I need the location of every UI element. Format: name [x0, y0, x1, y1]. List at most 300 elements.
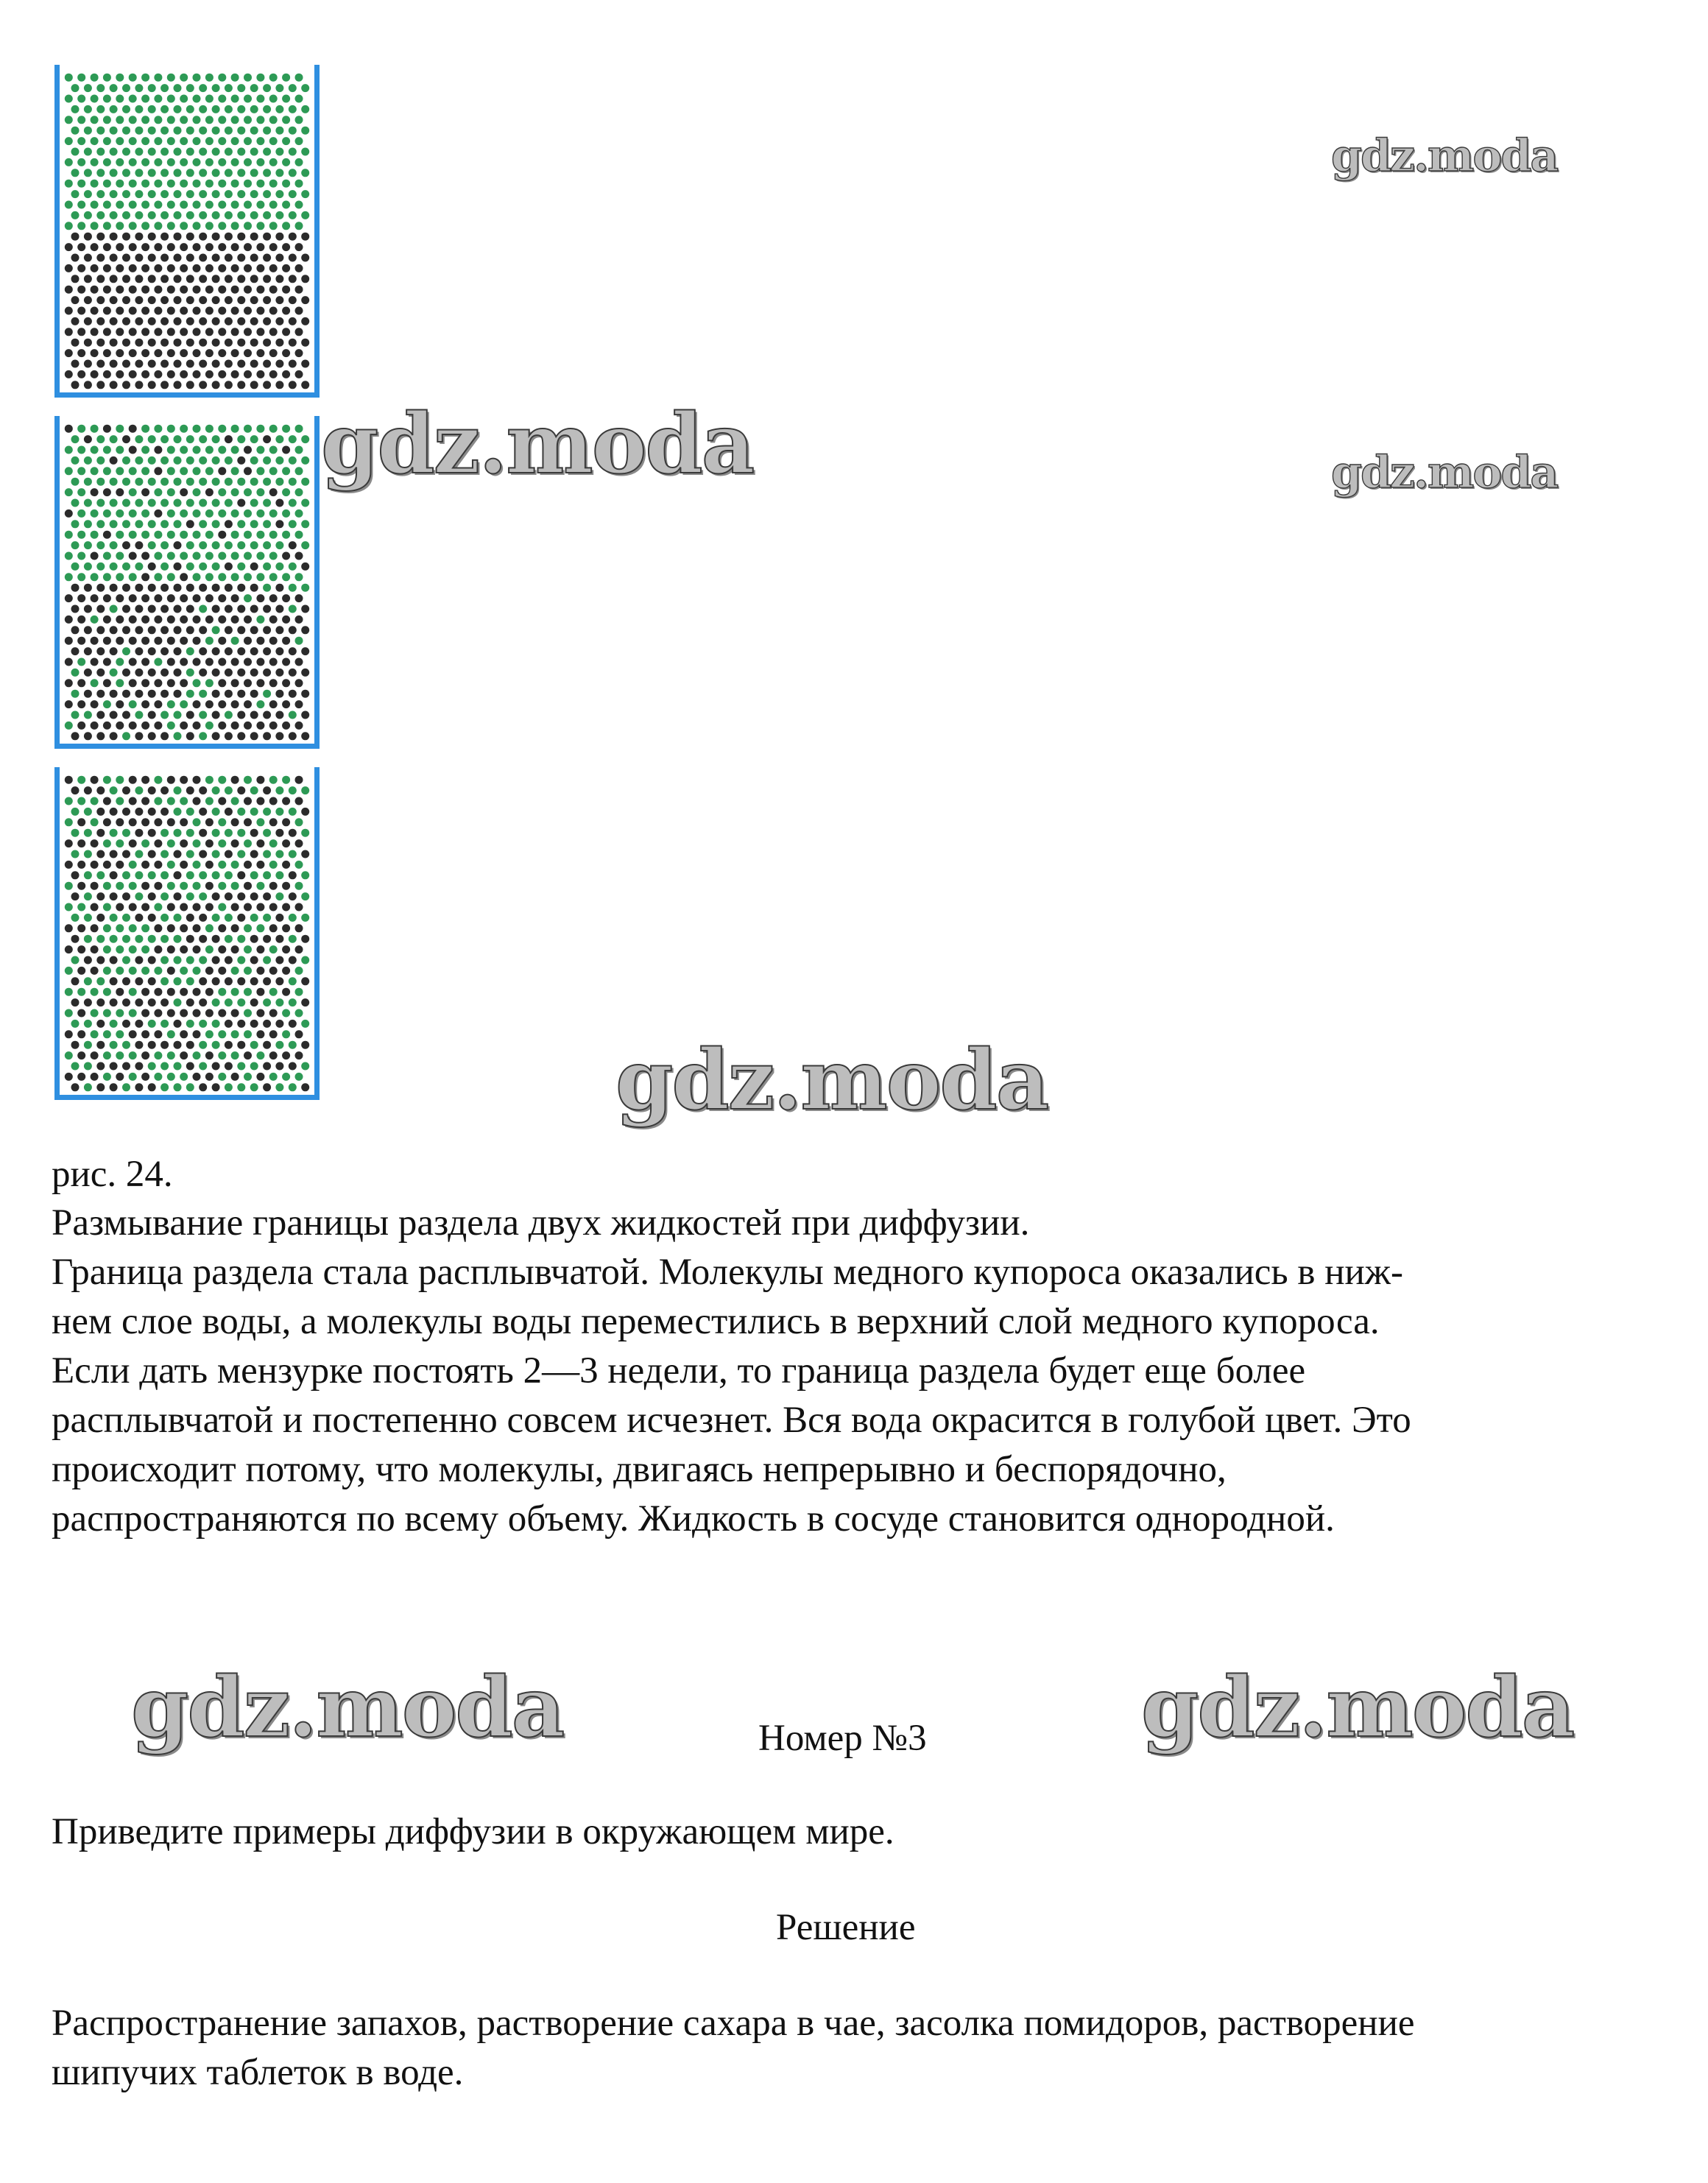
water-molecule: [231, 286, 239, 294]
water-molecule: [122, 605, 130, 613]
water-molecule: [237, 892, 245, 900]
copper-sulfate-molecule: [148, 541, 156, 549]
beaker-stage-3: [54, 767, 320, 1100]
water-molecule: [256, 776, 264, 784]
copper-sulfate-molecule: [212, 435, 220, 443]
copper-sulfate-molecule: [186, 478, 194, 486]
water-molecule: [148, 914, 156, 922]
water-molecule: [275, 914, 283, 922]
water-molecule: [180, 1030, 188, 1038]
water-molecule: [135, 732, 143, 740]
water-molecule: [237, 914, 245, 922]
copper-sulfate-molecule: [141, 222, 149, 230]
water-molecule: [154, 861, 162, 869]
water-molecule: [148, 711, 156, 719]
copper-sulfate-molecule: [154, 552, 162, 560]
copper-sulfate-molecule: [263, 520, 271, 528]
water-molecule: [110, 254, 118, 262]
water-molecule: [141, 243, 149, 251]
copper-sulfate-molecule: [193, 509, 201, 518]
water-molecule: [263, 1062, 271, 1071]
copper-sulfate-molecule: [186, 435, 194, 443]
water-molecule: [91, 658, 99, 666]
water-molecule: [180, 945, 188, 953]
water-molecule: [110, 233, 118, 241]
copper-sulfate-molecule: [199, 127, 207, 135]
water-molecule: [71, 892, 80, 900]
water-molecule: [225, 520, 233, 528]
copper-sulfate-molecule: [295, 509, 303, 518]
water-molecule: [205, 839, 214, 847]
copper-sulfate-molecule: [218, 1051, 226, 1059]
water-molecule: [282, 1051, 290, 1059]
water-molecule: [301, 1083, 309, 1091]
copper-sulfate-molecule: [148, 84, 156, 92]
copper-sulfate-molecule: [91, 797, 99, 805]
copper-sulfate-molecule: [103, 1051, 111, 1059]
copper-sulfate-molecule: [160, 1083, 169, 1091]
water-molecule: [205, 1009, 214, 1018]
water-molecule: [77, 1051, 85, 1059]
water-molecule: [256, 658, 264, 666]
water-molecule: [231, 700, 239, 708]
copper-sulfate-molecule: [263, 169, 271, 177]
copper-sulfate-molecule: [160, 499, 169, 507]
copper-sulfate-molecule: [65, 1051, 73, 1059]
copper-sulfate-molecule: [65, 158, 73, 166]
water-molecule: [116, 328, 124, 336]
copper-sulfate-molecule: [71, 690, 80, 698]
copper-sulfate-molecule: [71, 478, 80, 486]
copper-sulfate-molecule: [167, 552, 175, 560]
water-molecule: [141, 776, 149, 784]
water-molecule: [282, 861, 290, 869]
water-molecule: [205, 903, 214, 911]
water-molecule: [263, 275, 271, 283]
water-molecule: [141, 861, 149, 869]
water-molecule: [282, 616, 290, 624]
copper-sulfate-molecule: [244, 180, 252, 188]
copper-sulfate-molecule: [91, 446, 99, 454]
copper-sulfate-molecule: [84, 914, 92, 922]
water-molecule: [212, 647, 220, 655]
copper-sulfate-molecule: [110, 190, 118, 198]
copper-sulfate-molecule: [212, 478, 220, 486]
copper-sulfate-molecule: [77, 95, 85, 103]
water-molecule: [218, 467, 226, 475]
water-molecule: [225, 562, 233, 571]
water-molecule: [282, 722, 290, 730]
water-molecule: [193, 658, 201, 666]
water-molecule: [110, 626, 118, 634]
copper-sulfate-molecule: [96, 562, 105, 571]
water-molecule: [250, 647, 258, 655]
copper-sulfate-molecule: [174, 435, 182, 443]
water-molecule: [96, 808, 105, 816]
copper-sulfate-molecule: [103, 988, 111, 996]
copper-sulfate-molecule: [250, 1062, 258, 1071]
water-molecule: [129, 307, 137, 315]
copper-sulfate-molecule: [193, 158, 201, 166]
water-molecule: [218, 924, 226, 932]
water-molecule: [218, 349, 226, 357]
water-molecule: [167, 637, 175, 645]
copper-sulfate-molecule: [289, 977, 297, 985]
paragraph-line: Если дать мензурке постоять 2—3 недели, то граница раздела будет еще более: [52, 1350, 1306, 1392]
copper-sulfate-molecule: [141, 839, 149, 847]
copper-sulfate-molecule: [225, 127, 233, 135]
water-molecule: [141, 370, 149, 378]
water-molecule: [154, 467, 162, 475]
water-molecule: [96, 998, 105, 1006]
copper-sulfate-molecule: [71, 808, 80, 816]
copper-sulfate-molecule: [256, 222, 264, 230]
copper-sulfate-molecule: [160, 169, 169, 177]
water-molecule: [244, 446, 252, 454]
copper-sulfate-molecule: [244, 552, 252, 560]
water-molecule: [122, 435, 130, 443]
copper-sulfate-molecule: [91, 573, 99, 581]
water-molecule: [116, 370, 124, 378]
copper-sulfate-molecule: [180, 509, 188, 518]
water-molecule: [167, 679, 175, 687]
water-molecule: [186, 275, 194, 283]
copper-sulfate-molecule: [103, 882, 111, 890]
copper-sulfate-molecule: [154, 797, 162, 805]
water-molecule: [250, 935, 258, 943]
copper-sulfate-molecule: [174, 829, 182, 837]
water-molecule: [180, 370, 188, 378]
water-molecule: [231, 679, 239, 687]
copper-sulfate-molecule: [129, 700, 137, 708]
copper-sulfate-molecule: [110, 211, 118, 219]
copper-sulfate-molecule: [65, 722, 73, 730]
water-molecule: [282, 903, 290, 911]
copper-sulfate-molecule: [103, 700, 111, 708]
copper-sulfate-molecule: [129, 201, 137, 209]
water-molecule: [212, 977, 220, 985]
water-molecule: [237, 786, 245, 794]
copper-sulfate-molecule: [129, 1009, 137, 1018]
copper-sulfate-molecule: [301, 148, 309, 156]
water-molecule: [186, 584, 194, 592]
water-molecule: [103, 488, 111, 496]
copper-sulfate-molecule: [275, 1041, 283, 1049]
copper-sulfate-molecule: [199, 871, 207, 879]
copper-sulfate-molecule: [91, 74, 99, 82]
copper-sulfate-molecule: [218, 776, 226, 784]
copper-sulfate-molecule: [180, 137, 188, 145]
copper-sulfate-molecule: [275, 808, 283, 816]
copper-sulfate-molecule: [237, 127, 245, 135]
water-molecule: [141, 797, 149, 805]
copper-sulfate-molecule: [96, 127, 105, 135]
water-molecule: [116, 903, 124, 911]
copper-sulfate-molecule: [250, 786, 258, 794]
copper-sulfate-molecule: [135, 435, 143, 443]
copper-sulfate-molecule: [256, 924, 264, 932]
copper-sulfate-molecule: [244, 74, 252, 82]
water-molecule: [237, 732, 245, 740]
water-molecule: [263, 435, 271, 443]
water-molecule: [199, 584, 207, 592]
water-molecule: [180, 903, 188, 911]
copper-sulfate-molecule: [167, 95, 175, 103]
copper-sulfate-molecule: [231, 552, 239, 560]
water-molecule: [110, 1062, 118, 1071]
water-molecule: [263, 711, 271, 719]
water-molecule: [263, 626, 271, 634]
water-molecule: [199, 317, 207, 325]
water-molecule: [301, 296, 309, 304]
water-molecule: [141, 679, 149, 687]
copper-sulfate-molecule: [77, 137, 85, 145]
copper-sulfate-molecule: [269, 509, 278, 518]
water-molecule: [295, 328, 303, 336]
water-molecule: [84, 647, 92, 655]
water-molecule: [141, 722, 149, 730]
copper-sulfate-molecule: [174, 520, 182, 528]
water-molecule: [77, 286, 85, 294]
water-molecule: [71, 339, 80, 347]
copper-sulfate-molecule: [199, 148, 207, 156]
copper-sulfate-molecule: [174, 127, 182, 135]
water-molecule: [96, 711, 105, 719]
copper-sulfate-molecule: [263, 105, 271, 113]
water-molecule: [282, 594, 290, 602]
copper-sulfate-molecule: [186, 647, 194, 655]
copper-sulfate-molecule: [135, 786, 143, 794]
water-molecule: [231, 1073, 239, 1081]
copper-sulfate-molecule: [77, 74, 85, 82]
copper-sulfate-molecule: [205, 180, 214, 188]
copper-sulfate-molecule: [295, 137, 303, 145]
copper-sulfate-molecule: [282, 531, 290, 539]
copper-sulfate-molecule: [218, 818, 226, 826]
water-molecule: [77, 243, 85, 251]
copper-sulfate-molecule: [167, 839, 175, 847]
copper-sulfate-molecule: [96, 148, 105, 156]
copper-sulfate-molecule: [199, 169, 207, 177]
copper-sulfate-molecule: [84, 541, 92, 549]
water-molecule: [225, 1020, 233, 1028]
copper-sulfate-molecule: [244, 95, 252, 103]
water-molecule: [295, 945, 303, 953]
copper-sulfate-molecule: [116, 446, 124, 454]
water-molecule: [289, 275, 297, 283]
copper-sulfate-molecule: [244, 201, 252, 209]
water-molecule: [65, 776, 73, 784]
water-molecule: [269, 658, 278, 666]
water-molecule: [65, 286, 73, 294]
water-molecule: [96, 1083, 105, 1091]
water-molecule: [205, 370, 214, 378]
water-molecule: [193, 286, 201, 294]
copper-sulfate-molecule: [186, 211, 194, 219]
water-molecule: [186, 1062, 194, 1071]
water-molecule: [84, 233, 92, 241]
copper-sulfate-molecule: [160, 520, 169, 528]
water-molecule: [199, 339, 207, 347]
copper-sulfate-molecule: [237, 808, 245, 816]
copper-sulfate-molecule: [154, 531, 162, 539]
copper-sulfate-molecule: [174, 914, 182, 922]
water-molecule: [148, 233, 156, 241]
water-molecule: [174, 275, 182, 283]
copper-sulfate-molecule: [91, 467, 99, 475]
water-molecule: [295, 370, 303, 378]
copper-sulfate-molecule: [199, 711, 207, 719]
water-molecule: [231, 658, 239, 666]
copper-sulfate-molecule: [256, 573, 264, 581]
copper-sulfate-molecule: [256, 116, 264, 124]
water-molecule: [103, 264, 111, 272]
water-molecule: [96, 584, 105, 592]
copper-sulfate-molecule: [160, 1062, 169, 1071]
water-molecule: [160, 647, 169, 655]
copper-sulfate-molecule: [71, 499, 80, 507]
copper-sulfate-molecule: [212, 499, 220, 507]
copper-sulfate-molecule: [154, 425, 162, 433]
copper-sulfate-molecule: [212, 1020, 220, 1028]
paragraph-line: происходит потому, что молекулы, двигаясь непрерывно и беспорядочно,: [52, 1449, 1227, 1490]
copper-sulfate-molecule: [174, 711, 182, 719]
copper-sulfate-molecule: [231, 882, 239, 890]
copper-sulfate-molecule: [116, 1030, 124, 1038]
water-molecule: [250, 998, 258, 1006]
water-molecule: [148, 1083, 156, 1091]
water-molecule: [135, 1083, 143, 1091]
copper-sulfate-molecule: [250, 456, 258, 465]
copper-sulfate-molecule: [71, 520, 80, 528]
copper-sulfate-molecule: [256, 700, 264, 708]
water-molecule: [135, 956, 143, 964]
water-molecule: [174, 233, 182, 241]
copper-sulfate-molecule: [122, 499, 130, 507]
water-molecule: [129, 552, 137, 560]
copper-sulfate-molecule: [110, 148, 118, 156]
copper-sulfate-molecule: [129, 488, 137, 496]
molecules: [65, 776, 309, 1092]
copper-sulfate-molecule: [250, 1041, 258, 1049]
copper-sulfate-molecule: [263, 211, 271, 219]
water-molecule: [199, 914, 207, 922]
copper-sulfate-molecule: [167, 180, 175, 188]
water-molecule: [289, 541, 297, 549]
copper-sulfate-molecule: [84, 190, 92, 198]
copper-sulfate-molecule: [160, 211, 169, 219]
water-molecule: [301, 605, 309, 613]
copper-sulfate-molecule: [275, 84, 283, 92]
water-molecule: [96, 892, 105, 900]
copper-sulfate-molecule: [186, 456, 194, 465]
copper-sulfate-molecule: [160, 935, 169, 943]
water-molecule: [231, 839, 239, 847]
copper-sulfate-molecule: [212, 169, 220, 177]
copper-sulfate-molecule: [71, 829, 80, 837]
water-molecule: [180, 637, 188, 645]
watermark: gdz.moda: [615, 1032, 1048, 1129]
water-molecule: [91, 370, 99, 378]
copper-sulfate-molecule: [103, 137, 111, 145]
copper-sulfate-molecule: [65, 903, 73, 911]
water-molecule: [250, 584, 258, 592]
water-molecule: [205, 328, 214, 336]
copper-sulfate-molecule: [212, 626, 220, 634]
water-molecule: [263, 1041, 271, 1049]
water-molecule: [96, 786, 105, 794]
copper-sulfate-molecule: [301, 84, 309, 92]
copper-sulfate-molecule: [275, 127, 283, 135]
copper-sulfate-molecule: [71, 211, 80, 219]
water-molecule: [275, 275, 283, 283]
copper-sulfate-molecule: [295, 988, 303, 996]
water-molecule: [212, 381, 220, 389]
water-molecule: [154, 1030, 162, 1038]
water-molecule: [225, 381, 233, 389]
copper-sulfate-molecule: [269, 1073, 278, 1081]
water-molecule: [225, 360, 233, 368]
copper-sulfate-molecule: [65, 531, 73, 539]
copper-sulfate-molecule: [212, 520, 220, 528]
copper-sulfate-molecule: [129, 573, 137, 581]
copper-sulfate-molecule: [205, 467, 214, 475]
copper-sulfate-molecule: [96, 871, 105, 879]
water-molecule: [250, 254, 258, 262]
copper-sulfate-molecule: [148, 211, 156, 219]
water-molecule: [129, 679, 137, 687]
copper-sulfate-molecule: [186, 84, 194, 92]
copper-sulfate-molecule: [71, 562, 80, 571]
copper-sulfate-molecule: [84, 711, 92, 719]
copper-sulfate-molecule: [244, 1030, 252, 1038]
water-molecule: [91, 637, 99, 645]
water-molecule: [103, 722, 111, 730]
beaker-svg-2: [54, 416, 320, 749]
water-molecule: [174, 296, 182, 304]
copper-sulfate-molecule: [129, 924, 137, 932]
water-molecule: [212, 669, 220, 677]
water-molecule: [129, 839, 137, 847]
water-molecule: [91, 776, 99, 784]
water-molecule: [96, 605, 105, 613]
water-molecule: [212, 317, 220, 325]
water-molecule: [275, 584, 283, 592]
copper-sulfate-molecule: [180, 1073, 188, 1081]
water-molecule: [237, 381, 245, 389]
water-molecule: [141, 616, 149, 624]
copper-sulfate-molecule: [289, 786, 297, 794]
water-molecule: [225, 317, 233, 325]
copper-sulfate-molecule: [244, 137, 252, 145]
water-molecule: [244, 679, 252, 687]
beaker-bottom: [54, 1095, 320, 1100]
water-molecule: [96, 1020, 105, 1028]
copper-sulfate-molecule: [250, 520, 258, 528]
water-molecule: [289, 381, 297, 389]
water-molecule: [269, 1009, 278, 1018]
copper-sulfate-molecule: [122, 127, 130, 135]
water-molecule: [275, 935, 283, 943]
water-molecule: [141, 1073, 149, 1081]
copper-sulfate-molecule: [193, 95, 201, 103]
water-molecule: [256, 679, 264, 687]
water-molecule: [180, 573, 188, 581]
water-molecule: [218, 594, 226, 602]
water-molecule: [193, 1009, 201, 1018]
water-molecule: [199, 233, 207, 241]
copper-sulfate-molecule: [250, 499, 258, 507]
